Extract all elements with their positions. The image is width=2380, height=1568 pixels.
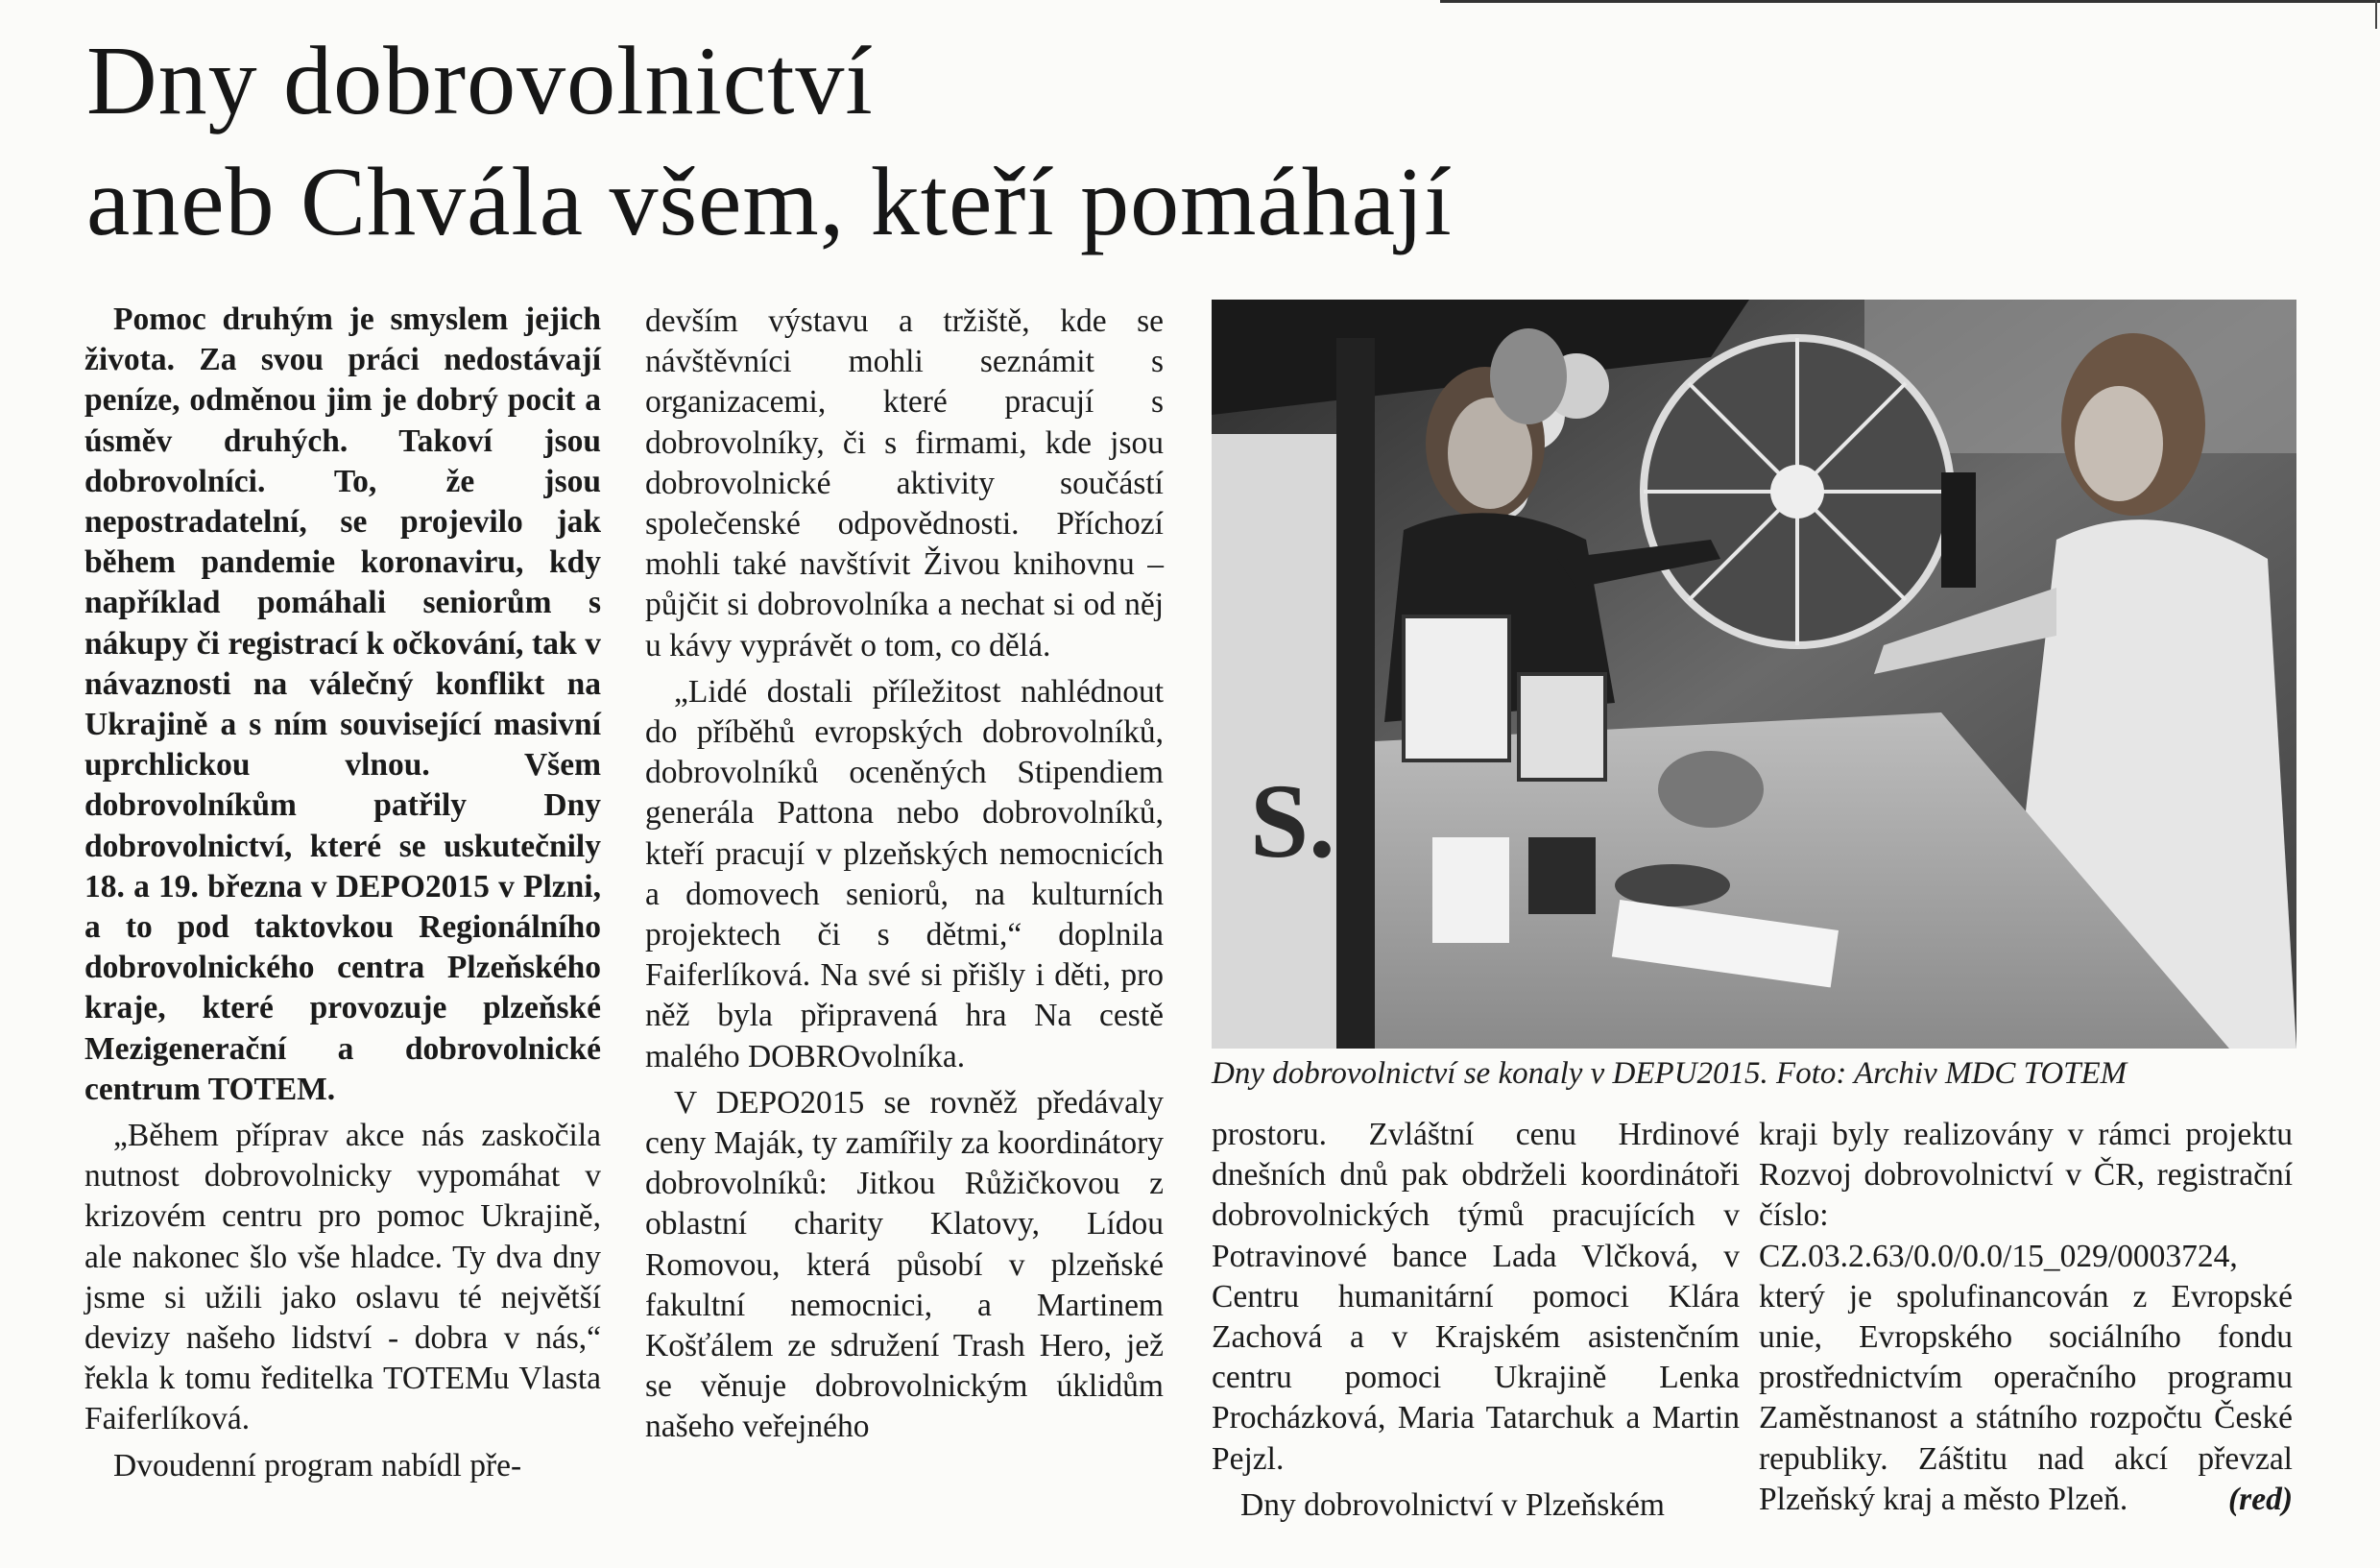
quote-paragraph-2: „Lidé dostali příležitost nahlédnout do příběhů evropských dobrovolníků, dobrovolníků oceněných Stipendiem generála Pattona nebo dobrovolníků, kteří pracují v plzeňských nemocnicích a domovech seniorů, na kulturních projektech či s dětmi,“ doplnila Faiferlíková. Na své si přišly i děti, pro něž byla připravená hra Na cestě malého DOBROvolníka.: [645, 673, 1164, 1074]
headline-line-2: aneb Chvála všem, kteří pomáhají: [86, 148, 1453, 256]
funding-paragraph: [1759, 1115, 2293, 1520]
photo-illustration: [1212, 300, 2296, 1049]
quote-paragraph: „Během příprav akce nás zaskočila nutnost dobrovolnicky vypomáhat v krizovém centru pro pomoc Ukrajině, ale nakonec šlo vše hladce. Ty dva dny jsme si užili jako oslavu té největší devizy našeho lidství - dobra v nás,“ řekla k tomu ředitelka TOTEMu Vlasta Faiferlíková.: [84, 1118, 601, 1437]
flowers: [1658, 751, 1764, 828]
lead-paragraph: Pomoc druhým je smyslem jejich života. Za svou práci nedostávají peníze, odměnou jim je dobrý pocit a úsměv druhých. Takoví jsou dobrovolníci. To, že jsou nepostradatelní, se projevilo jak během pandemie koronaviru, kdy například pomáhali seniorům s nákupy či registrací k očkování, tak v návaznosti na válečný konflikt na Ukrajině a s ním související masivní uprchlickou vlnou. Všem dobrovolníkům patřily Dny dobrovolnictví, které se uskutečnily 18. a 19. března v DEPO2015 v Plzni, a to pod taktovkou Regionálního dobrovolnického centra Plzeňského kraje, které provozuje plzeňské Mezigenerační a dobrovolnické centrum TOTEM.: [84, 302, 601, 1107]
awards-paragraph: V DEPO2015 se rovněž předávaly ceny Maják, ty zamířily za koordinátory dobrovolníků: Jitkou Růžičkovou z oblastní charity Klatovy, Lídou Romovou, která působí v plzeňské fakultní nemocnici, a Martinem Košťálem ze sdružení Trash Hero, jež se věnuje dobrovolnickým úklidům našeho veřejného: [645, 1084, 1164, 1445]
article-column-2: [645, 302, 1164, 1448]
funding-text: kraji byly realizovány v rámci projektu Rozvoj dobrovolnictví v ČR, registrační číslo: CZ.03.2.63/0.0/0.0/15_029/0003724, který je spolufinancován z Evropské unie, Evropského sociálního fondu prostřednictvím operačního programu Zaměstnanost a státního rozpočtu České republiky. Záštitu nad akcí převzal Plzeňský kraj a město Plzeň.: [1759, 1117, 2293, 1517]
top-rule: [1440, 0, 2380, 3]
right-rule: [2375, 0, 2377, 29]
special-award-paragraph: prostoru. Zvláštní cenu Hrdinové dnešních dnů pak obdrželi koordinátoři dobrovolnických týmů pracujících v Potravinové bance Lada Vlčková, v Centru humanitární pomoci Klára Zachová a v Krajském asistenčním centru pomoci Ukrajině Lenka Procházková, Maria Tatarchuk a Martin Pejzl.: [1212, 1117, 1740, 1477]
fortune-wheel-hub: [1770, 465, 1824, 519]
article-column-3: [1212, 1115, 1740, 1526]
flyer-stack: [1432, 837, 1509, 943]
stand-banner: [1212, 434, 1336, 1049]
program-paragraph-start: Dvoudenní program nabídl pře-: [113, 1447, 522, 1484]
author-signature: (red): [2228, 1481, 2293, 1517]
stand-banner-text: S.: [1250, 762, 1335, 880]
photo-frame: [1519, 674, 1605, 780]
visitor-face: [2075, 386, 2163, 501]
mug: [1528, 837, 1596, 914]
stand-pillar: [1336, 338, 1375, 1049]
headline-line-1: Dny dobrovolnictví: [86, 27, 874, 135]
visitor-head: [1490, 328, 1567, 424]
headline: [86, 21, 2295, 263]
photo-caption: Dny dobrovolnictví se konaly v DEPU2015. Foto: Archiv MDC TOTEM: [1212, 1056, 2128, 1091]
funding-paragraph-start: Dny dobrovolnictví v Plzeňském: [1240, 1486, 1665, 1523]
leaflet-stand: [1404, 616, 1509, 760]
article-column-1: [84, 300, 601, 1486]
article-photo: [1212, 300, 2296, 1049]
article-column-4: [1759, 1115, 2293, 1520]
distant-visitor: [1941, 472, 1976, 588]
bowl: [1615, 864, 1730, 906]
program-paragraph: devším výstavu a tržiště, kde se návštěvníci mohli seznámit s organizacemi, které pracují s dobrovolníky, či s firmami, kde jsou dobrovolnické aktivity součástí společenské odpovědnosti. Příchozí mohli také navštívit Živou knihovnu – půjčit si dobrovolníka a nechat si od něj u kávy vyprávět o tom, co dělá.: [645, 303, 1164, 663]
